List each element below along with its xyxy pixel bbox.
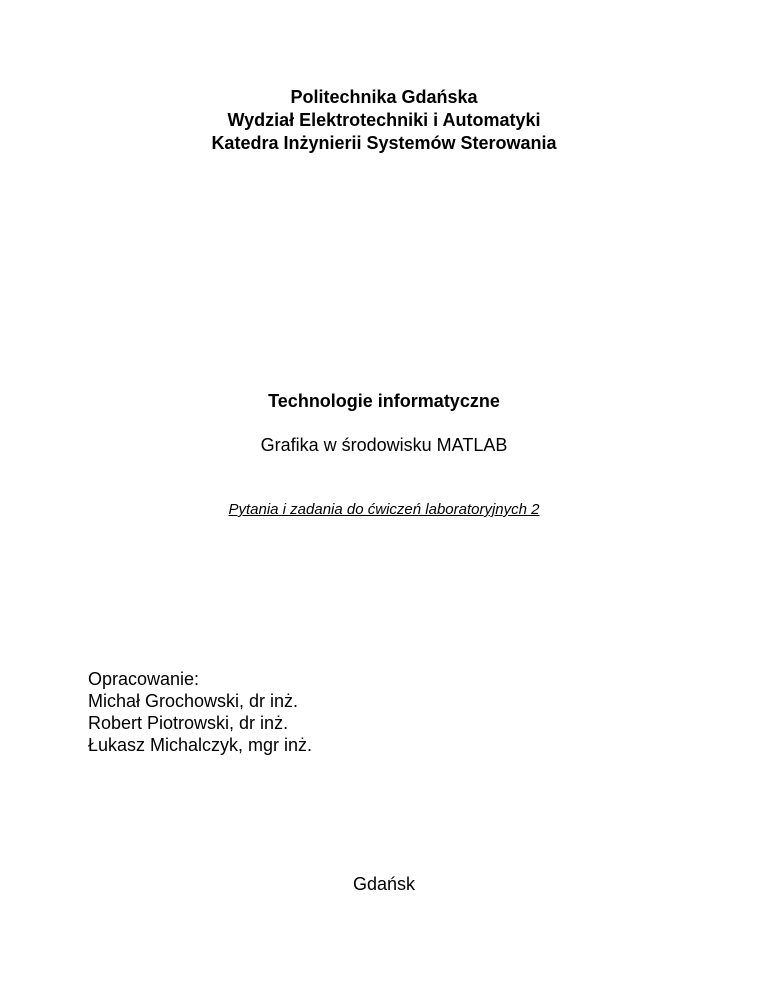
document-tasks-line: Pytania i zadania do ćwiczeń laboratoryjnych 2 — [228, 501, 540, 518]
authors-block — [88, 668, 312, 756]
author-item: Robert Piotrowski, dr inż. — [88, 713, 289, 733]
author-item: Łukasz Michalczyk, mgr inż. — [88, 735, 313, 755]
document-subtitle: Grafika w środowisku MATLAB — [260, 435, 508, 455]
institution-header — [0, 86, 768, 155]
faculty-name: Wydział Elektrotechniki i Automatyki — [227, 110, 541, 130]
department-name: Katedra Inżynierii Systemów Sterowania — [211, 133, 557, 153]
author-item: Michał Grochowski, dr inż. — [88, 691, 299, 711]
city-name: Gdańsk — [352, 874, 416, 894]
document-title: Technologie informatyczne — [268, 391, 500, 411]
university-name: Politechnika Gdańska — [290, 87, 478, 107]
authors-label: Opracowanie: — [88, 669, 200, 689]
